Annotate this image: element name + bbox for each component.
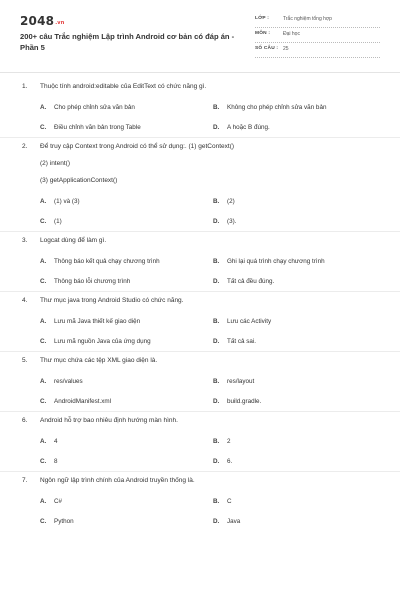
option-text: (1): [54, 218, 62, 225]
document-header: [0, 0, 400, 72]
document-meta: [255, 13, 380, 58]
option-letter: B.: [213, 258, 220, 265]
question-number: 2.: [22, 143, 28, 150]
answer-option[interactable]: [40, 338, 151, 345]
option-text: Lưu mã nguồn Java của ứng dụng: [54, 338, 151, 345]
answer-option[interactable]: [213, 458, 232, 465]
answer-option[interactable]: [40, 124, 141, 131]
meta-value: Trắc nghiệm tổng hợp: [283, 16, 332, 22]
answer-option[interactable]: [213, 258, 325, 265]
option-text: AndroidManifest.xml: [54, 398, 112, 405]
question-text: Để truy cập Context trong Android có thể sử dụng:. (1) getContext(): [40, 143, 235, 150]
answer-option[interactable]: [40, 458, 58, 465]
question-text-line: (2) intent(): [40, 160, 70, 167]
question-separator: [0, 471, 400, 472]
option-text: Cho phép chỉnh sửa văn bản: [54, 104, 135, 111]
option-letter: D.: [213, 278, 220, 285]
option-text: C: [227, 498, 232, 505]
meta-label: LỚP :: [255, 16, 270, 21]
option-text: Lưu mã Java thiết kế giao diện: [54, 318, 141, 325]
meta-label: SỐ CÂU :: [255, 46, 279, 51]
option-letter: A.: [40, 198, 47, 205]
question-separator: [0, 231, 400, 232]
answer-option[interactable]: [213, 278, 274, 285]
site-logo[interactable]: [20, 14, 65, 28]
option-letter: A.: [40, 438, 47, 445]
answer-option[interactable]: [40, 498, 62, 505]
question-text: Logcat dùng để làm gì.: [40, 237, 107, 244]
meta-row-count: [255, 43, 380, 58]
answer-option[interactable]: [213, 338, 256, 345]
option-text: build.gradle.: [227, 398, 262, 405]
question-number: 5.: [22, 357, 28, 364]
answer-option[interactable]: [213, 198, 235, 205]
answer-option[interactable]: [40, 398, 111, 405]
option-text: 6.: [227, 458, 233, 465]
option-text: 8: [54, 458, 58, 465]
answer-option[interactable]: [40, 218, 62, 225]
question-number: 4.: [22, 297, 28, 304]
option-text: 2: [227, 438, 231, 445]
answer-option[interactable]: [40, 104, 135, 111]
option-letter: D.: [213, 338, 220, 345]
question-number: 1.: [22, 83, 28, 90]
question-number: 6.: [22, 417, 28, 424]
option-text: Python: [54, 518, 74, 525]
option-text: C#: [54, 498, 63, 505]
option-letter: C.: [40, 398, 47, 405]
option-letter: B.: [213, 318, 220, 325]
question-separator: [0, 411, 400, 412]
option-letter: D.: [213, 124, 220, 131]
question-text: Thư mục java trong Android Studio có chức năng.: [40, 297, 184, 304]
option-letter: C.: [40, 338, 47, 345]
answer-option[interactable]: [40, 198, 80, 205]
option-text: Điều chỉnh văn bản trong Table: [54, 124, 141, 131]
option-letter: B.: [213, 378, 220, 385]
question-text-line: (3) getApplicationContext(): [40, 177, 118, 184]
answer-option[interactable]: [40, 518, 74, 525]
answer-option[interactable]: [213, 218, 236, 225]
meta-row-class: [255, 13, 380, 28]
option-letter: A.: [40, 104, 47, 111]
answer-option[interactable]: [40, 378, 83, 385]
answer-option[interactable]: [213, 124, 270, 131]
option-letter: B.: [213, 438, 220, 445]
option-letter: C.: [40, 458, 47, 465]
answer-option[interactable]: [40, 278, 130, 285]
question-separator: [0, 137, 400, 138]
option-letter: C.: [40, 518, 47, 525]
meta-value: 25: [283, 46, 289, 52]
question-text: Android hỗ trợ bao nhiêu định hướng màn hình.: [40, 417, 178, 424]
meta-value: Đại học: [283, 31, 300, 37]
answer-option[interactable]: [213, 378, 254, 385]
option-text: (3).: [227, 218, 237, 225]
document-title: 200+ câu Trắc nghiệm Lập trình Android cơ bản có đáp án - Phần 5: [20, 32, 235, 52]
question-number: 3.: [22, 237, 28, 244]
question-number: 7.: [22, 477, 28, 484]
option-letter: C.: [40, 124, 47, 131]
option-letter: B.: [213, 104, 220, 111]
question-separator: [0, 351, 400, 352]
answer-option[interactable]: [40, 318, 140, 325]
option-text: Ghi lại quá trình chạy chương trình: [227, 258, 325, 265]
option-letter: A.: [40, 258, 47, 265]
option-text: (2): [227, 198, 235, 205]
answer-option[interactable]: [40, 258, 160, 265]
question-text: Ngôn ngữ lập trình chính của Android truyền thống là.: [40, 477, 195, 484]
option-text: res/layout: [227, 378, 255, 385]
question-separator: [0, 291, 400, 292]
option-letter: A.: [40, 498, 47, 505]
option-text: Không cho phép chỉnh sửa văn bản: [227, 104, 327, 111]
option-letter: D.: [213, 398, 220, 405]
option-letter: A.: [40, 318, 47, 325]
option-letter: C.: [40, 278, 47, 285]
option-letter: D.: [213, 518, 220, 525]
answer-option[interactable]: [213, 398, 261, 405]
question-text: Thuộc tính android:editable của EditText có chức năng gì.: [40, 83, 207, 90]
option-letter: B.: [213, 498, 220, 505]
option-text: Tất cả sai.: [227, 338, 257, 345]
option-text: Thông báo lỗi chương trình: [54, 278, 131, 285]
option-letter: A.: [40, 378, 47, 385]
option-text: Thông báo kết quả chạy chương trình: [54, 258, 160, 265]
option-text: (1) và (3): [54, 198, 80, 205]
header-divider: [0, 72, 400, 73]
question-text: Thư mục chứa các tệp XML giao diện là.: [40, 357, 158, 364]
answer-option[interactable]: [213, 318, 271, 325]
option-letter: C.: [40, 218, 47, 225]
answer-option[interactable]: [213, 498, 232, 505]
meta-row-subject: [255, 28, 380, 43]
answer-option[interactable]: [213, 518, 240, 525]
answer-option[interactable]: [40, 438, 58, 445]
option-letter: B.: [213, 198, 220, 205]
option-text: Lưu các Activity: [227, 318, 272, 325]
meta-label: MÔN :: [255, 31, 271, 36]
option-text: Tất cả đều đúng.: [227, 278, 275, 285]
option-text: res/values: [54, 378, 83, 385]
logo-suffix: .vn: [55, 20, 65, 26]
option-text: 4: [54, 438, 58, 445]
option-text: Java: [227, 518, 241, 525]
option-text: A hoặc B đúng.: [227, 124, 270, 131]
option-letter: D.: [213, 218, 220, 225]
answer-option[interactable]: [213, 438, 231, 445]
logo-text: 2048: [20, 14, 55, 28]
answer-option[interactable]: [213, 104, 326, 111]
option-letter: D.: [213, 458, 220, 465]
